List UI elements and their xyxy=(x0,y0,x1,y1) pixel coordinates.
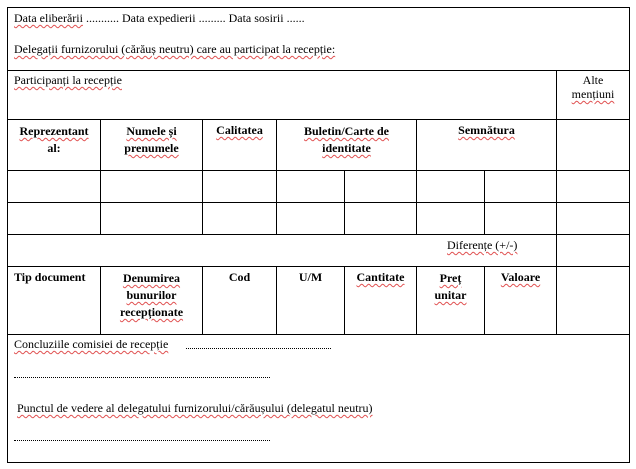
header-reprezentant xyxy=(8,123,100,157)
reprezentant-text: Reprezentant xyxy=(19,124,89,138)
tip-document-text: Tip document xyxy=(14,270,86,284)
border-bottom xyxy=(7,462,630,463)
border-top xyxy=(7,7,630,8)
data-expedierii-label: ........... Data expedierii xyxy=(82,11,196,25)
col-buletin-sub xyxy=(344,170,345,235)
participanti-label xyxy=(14,73,122,87)
mentiuni-text: mențiuni xyxy=(571,87,615,101)
alte-mentiuni-label xyxy=(557,73,629,101)
nume-text: Numele și xyxy=(126,124,177,138)
concluzii-label xyxy=(14,337,168,351)
header-pret xyxy=(417,270,484,304)
receptionate-text: recepționate xyxy=(119,305,184,319)
header-calitatea xyxy=(203,123,276,137)
diferente-label xyxy=(447,238,517,252)
col-alte xyxy=(556,70,557,335)
dates-trailing-dots: ...... xyxy=(283,11,305,25)
header-semnatura xyxy=(417,123,556,137)
concluzii-dotted-line-2 xyxy=(14,377,270,378)
semnatura-text: Semnătura xyxy=(458,123,515,137)
unitar-text: unitar xyxy=(434,288,467,302)
header-denumirea xyxy=(101,270,202,321)
denumirea-text: Denumirea xyxy=(122,271,181,285)
cod-text: Cod xyxy=(228,270,251,284)
alte-text: Alte xyxy=(582,73,604,87)
valoare-text: Valoare xyxy=(500,270,541,284)
header-um xyxy=(277,270,344,284)
delegati-line xyxy=(14,42,335,56)
delegati-text: Delegații furnizorului (cărăuș neutru) care au participat la recepție: xyxy=(14,42,336,56)
col-semn-sub xyxy=(484,170,485,235)
diferente-text: Diferențe (+/-) xyxy=(447,238,518,252)
header-valoare xyxy=(485,270,556,284)
header-cantitate xyxy=(345,270,416,284)
bunurilor-text: bunurilor xyxy=(126,288,177,302)
participanti-text: Participanți la recepție xyxy=(14,73,122,87)
concluzii-dotted-line xyxy=(186,348,331,349)
rule-after-header xyxy=(7,70,630,71)
calitatea-text: Calitatea xyxy=(216,123,263,137)
cantitate-text: Cantitate xyxy=(356,270,405,284)
um-text: U/M xyxy=(298,270,323,284)
punctul-text: Punctul de vedere al delegatului furnizorului/cărăușului (delegatul neutru) xyxy=(17,401,373,415)
pret-text: Preț xyxy=(439,271,462,285)
identitate-text: identitate xyxy=(322,141,371,155)
dates-line xyxy=(14,11,305,25)
header-buletin xyxy=(277,123,416,157)
punctul-dotted-line xyxy=(14,440,270,441)
prenume-text: prenumele xyxy=(124,141,179,155)
reprezentant-al-text: al: xyxy=(47,141,61,155)
border-right xyxy=(629,7,630,463)
concluzii-text: Concluziile comisiei de recepție xyxy=(14,337,169,351)
header-cod xyxy=(203,270,276,284)
header-nume xyxy=(101,123,202,157)
header-tip-document xyxy=(14,270,85,284)
data-eliberarii-label: Data eliberării xyxy=(14,11,83,25)
data-sosirii-label: ......... Data sosirii xyxy=(195,11,284,25)
buletin-text: Buletin/Carte de xyxy=(304,124,389,138)
punctul-label xyxy=(17,401,373,415)
border-left xyxy=(7,7,8,463)
